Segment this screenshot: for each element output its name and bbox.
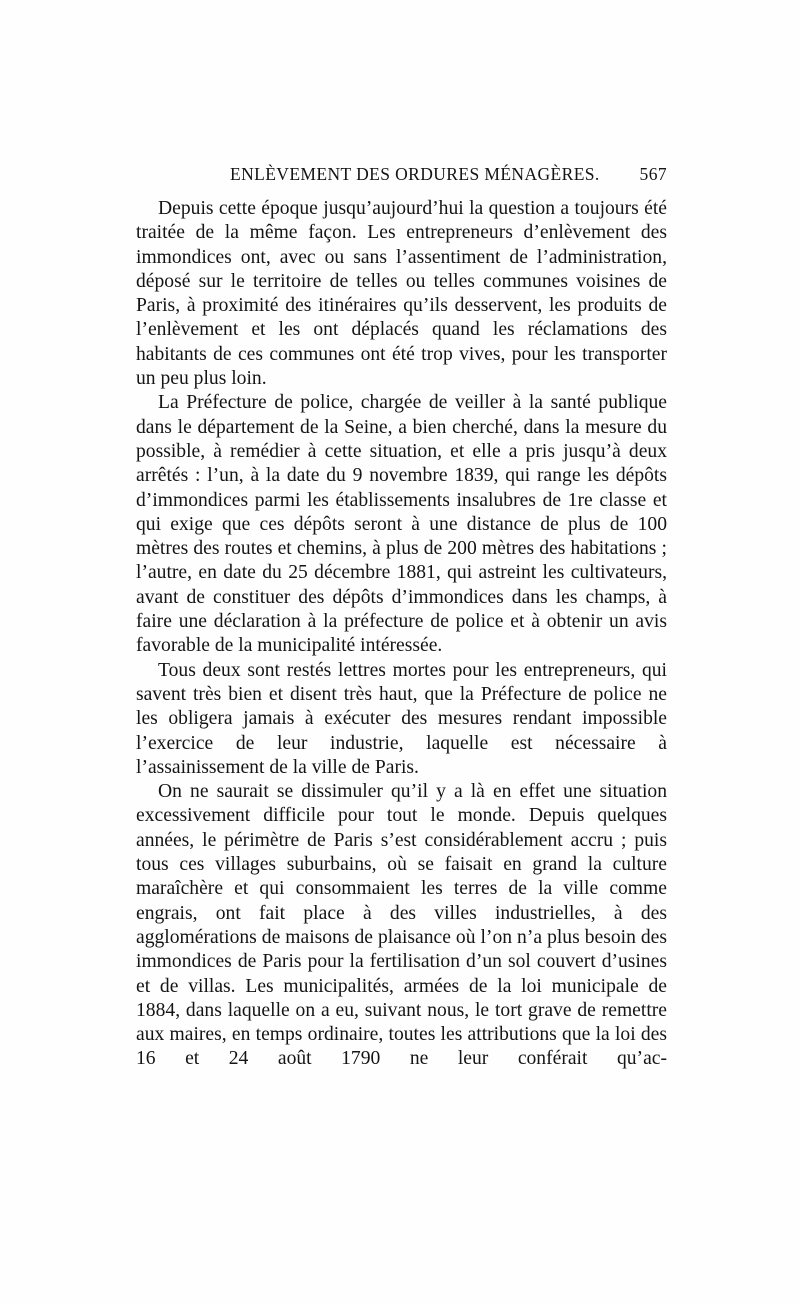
running-head — [136, 164, 667, 188]
body-text — [136, 197, 667, 1072]
paragraph-2: La Préfecture de police, chargée de veiller à la santé publique dans le département de la Seine, a bien cherché, dans la mesure du possible, à remédier à cette situation, et elle a pris jusqu’à deux arrêtés : l’un, à la date du 9 novembre 1839, qui range les dépôts d’immondices parmi les établissements insalubres de 1re classe et qui exige que ces dépôts seront à une distance de plus de 100 mètres des routes et chemins, à plus de 200 mètres des habitations ; l’autre, en date du 25 décembre 1881, qui astreint les cultivateurs, avant de constituer des dépôts d’immondices dans les champs, à faire une déclaration à la préfecture de police et à obtenir un avis favorable de la municipalité intéressée. — [136, 392, 667, 657]
page-number: 567 — [639, 164, 667, 184]
paragraph-4: On ne saurait se dissimuler qu’il y a là en effet une situation excessivement difficile pour tout le monde. Depuis quelques années, le périmètre de Paris s’est considérablement accru ; puis tous ces villages suburbains, où se faisait en grand la culture maraîchère et qui consommaient les terres de la ville comme engrais, ont fait place à des villes industrielles, à des agglomérations de maisons de plaisance où l’on n’a plus besoin des immondices de Paris pour la fertilisation d’un sol couvert d’usines et de villas. Les municipalités, armées de la loi municipale de 1884, dans laquelle on a eu, suivant nous, le tort grave de remettre aux maires, en temps ordinaire, toutes les attributions que la loi des 16 et 24 août 1790 ne leur conférait qu’ac- — [136, 781, 667, 1070]
running-title: ENLÈVEMENT DES ORDURES MÉNAGÈRES. — [230, 164, 600, 184]
paragraph-3: Tous deux sont restés lettres mortes pour les entrepreneurs, qui savent très bien et disent très haut, que la Préfecture de police ne les obligera jamais à exécuter des mesures rendant impossible l’exercice de leur industrie, laquelle est nécessaire à l’assainissement de la ville de Paris. — [136, 659, 667, 778]
paragraph-1: Depuis cette époque jusqu’aujourd’hui la question a toujours été traitée de la même façon. Les entrepreneurs d’enlèvement des immondices ont, avec ou sans l’assentiment de l’administration, déposé sur le territoire de telles ou telles communes voisines de Paris, à proximité des itinéraires qu’ils desservent, les produits de l’enlèvement et les ont déplacés quand les réclamations des habitants de ces communes ont été trop vives, pour les transporter un peu plus loin. — [136, 198, 667, 390]
